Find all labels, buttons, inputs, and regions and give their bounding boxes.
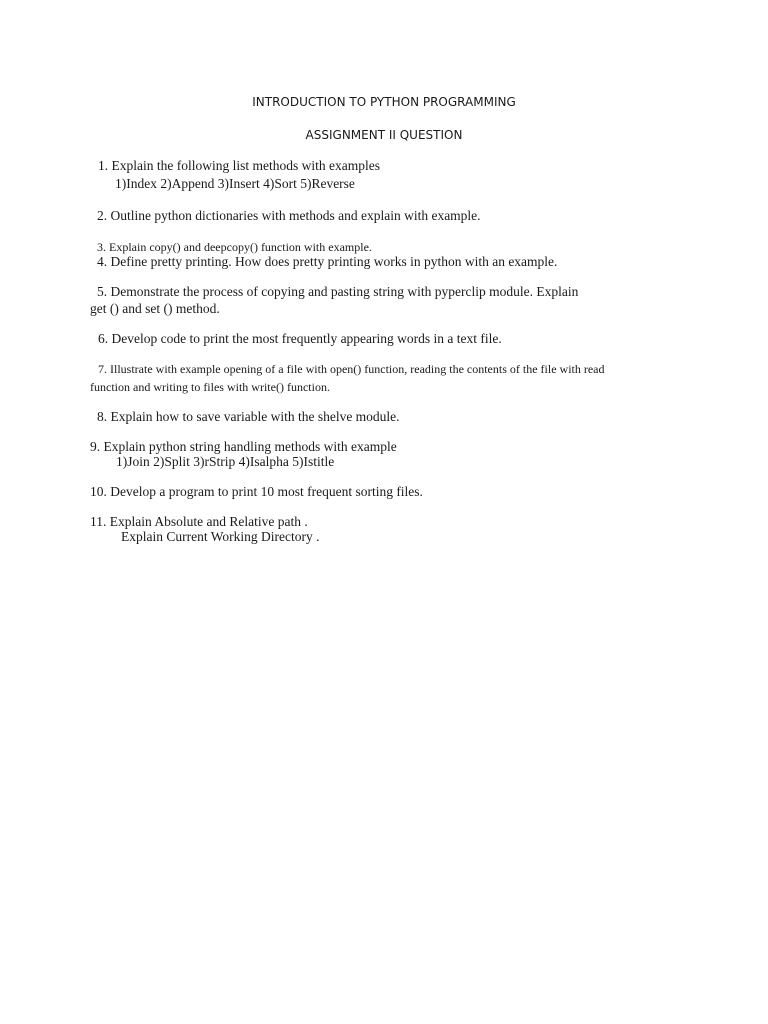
question-11-line-2: Explain Current Working Directory .	[121, 529, 320, 544]
question-7-line-1: 7. Illustrate with example opening of a file with open() function, reading the contents of the file with read	[98, 362, 605, 376]
question-9-line-1: 9. Explain python string handling methods with example	[90, 439, 397, 454]
question-2-line-1: 2. Outline python dictionaries with methods and explain with example.	[97, 208, 481, 223]
question-8-line-1: 8. Explain how to save variable with the shelve module.	[97, 409, 400, 424]
question-4-line-1: 4. Define pretty printing. How does pretty printing works in python with an example.	[97, 254, 558, 269]
question-9-line-2: 1)Join 2)Split 3)rStrip 4)Isalpha 5)Istitle	[116, 454, 335, 469]
question-1-line-1: 1. Explain the following list methods with examples	[98, 158, 380, 173]
question-5-line-2: get () and set () method.	[90, 301, 220, 316]
question-7-line-2: function and writing to files with write() function.	[90, 380, 330, 394]
question-10-line-1: 10. Develop a program to print 10 most frequent sorting files.	[90, 484, 423, 499]
document-subtitle: ASSIGNMENT II QUESTION	[305, 128, 463, 142]
question-3-line-1: 3. Explain copy() and deepcopy() function with example.	[97, 240, 372, 254]
question-6-line-1: 6. Develop code to print the most frequently appearing words in a text file.	[98, 331, 502, 346]
document-title: INTRODUCTION TO PYTHON PROGRAMMING	[252, 95, 516, 109]
question-1-line-2: 1)Index 2)Append 3)Insert 4)Sort 5)Reverse	[115, 176, 355, 191]
question-5-line-1: 5. Demonstrate the process of copying and pasting string with pyperclip module. Explain	[97, 284, 579, 299]
question-11-line-1: 11. Explain Absolute and Relative path .	[90, 514, 308, 529]
